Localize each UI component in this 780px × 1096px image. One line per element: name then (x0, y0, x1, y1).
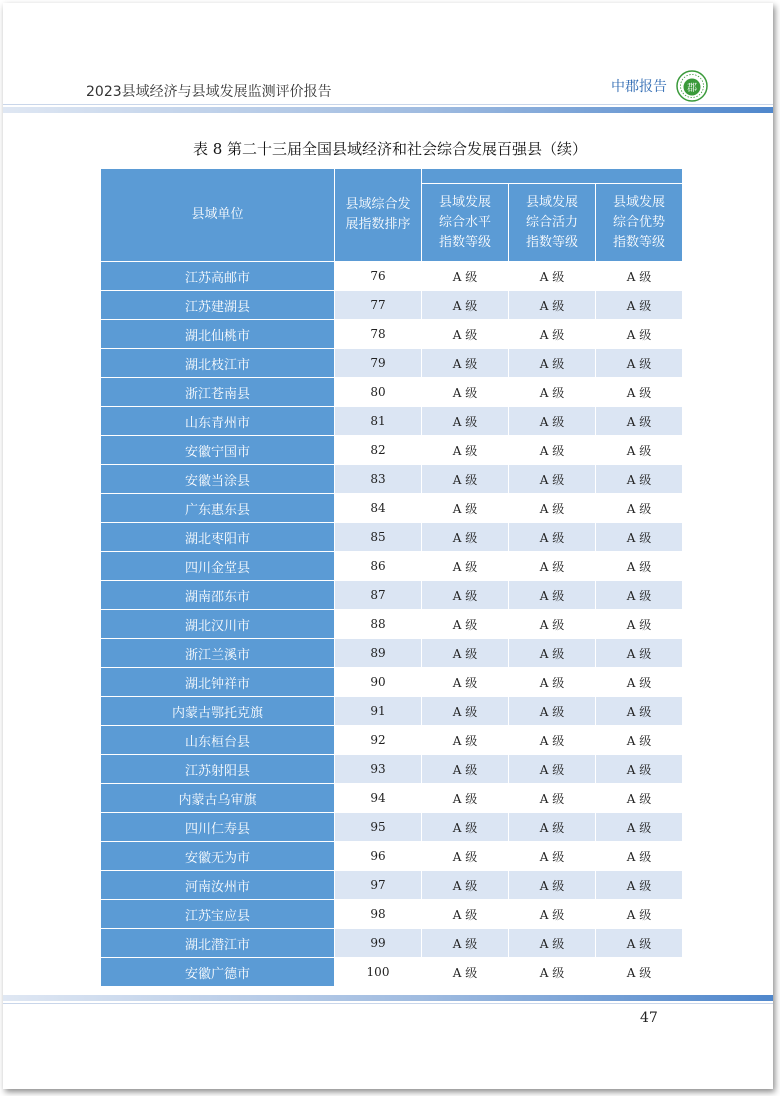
header-rule (3, 104, 773, 105)
rank-cell: 100 (335, 958, 422, 987)
advantage-cell: A 级 (596, 929, 683, 958)
rank-cell: 81 (335, 407, 422, 436)
vitality-cell: A 级 (509, 668, 596, 697)
rank-cell: 90 (335, 668, 422, 697)
vitality-cell: A 级 (509, 291, 596, 320)
report-title: 2023县域经济与县域发展监测评价报告 (86, 84, 332, 100)
col-header-rank-text: 县域综合发展指数排序 (345, 197, 411, 232)
advantage-cell: A 级 (596, 349, 683, 378)
vitality-cell: A 级 (509, 465, 596, 494)
county-cell: 湖北仙桃市 (101, 320, 335, 349)
vitality-cell: A 级 (509, 320, 596, 349)
level-cell: A 级 (422, 871, 509, 900)
table-row (101, 523, 683, 552)
level-cell: A 级 (422, 320, 509, 349)
level-cell: A 级 (422, 436, 509, 465)
col-header-advantage (596, 184, 683, 262)
vitality-cell: A 级 (509, 494, 596, 523)
advantage-cell: A 级 (596, 407, 683, 436)
col-header-rank (335, 169, 422, 262)
logo-glyph: 郡 (687, 83, 697, 94)
county-cell: 湖北汉川市 (101, 610, 335, 639)
rank-cell: 79 (335, 349, 422, 378)
vitality-cell: A 级 (509, 581, 596, 610)
col-header-level (422, 184, 509, 262)
county-cell: 浙江苍南县 (101, 378, 335, 407)
rank-cell: 87 (335, 581, 422, 610)
col-header-vitality (509, 184, 596, 262)
vitality-cell: A 级 (509, 842, 596, 871)
county-cell: 江苏宝应县 (101, 900, 335, 929)
vitality-cell: A 级 (509, 755, 596, 784)
county-cell: 江苏高邮市 (101, 262, 335, 291)
level-cell: A 级 (422, 494, 509, 523)
table-row (101, 929, 683, 958)
rank-cell: 82 (335, 436, 422, 465)
col-header-county: 县域单位 (101, 169, 335, 262)
county-cell: 安徽宁国市 (101, 436, 335, 465)
vitality-cell: A 级 (509, 262, 596, 291)
col-header-vitality-text: 县域发展综合活力指数等级 (525, 194, 578, 250)
advantage-cell: A 级 (596, 813, 683, 842)
level-cell: A 级 (422, 958, 509, 987)
advantage-cell: A 级 (596, 378, 683, 407)
county-cell: 安徽当涂县 (101, 465, 335, 494)
table-row (101, 581, 683, 610)
table-row (101, 436, 683, 465)
advantage-cell: A 级 (596, 755, 683, 784)
advantage-cell: A 级 (596, 639, 683, 668)
advantage-cell: A 级 (596, 871, 683, 900)
col-header-group (422, 169, 683, 184)
advantage-cell: A 级 (596, 784, 683, 813)
ranking-table (100, 168, 683, 987)
county-cell: 江苏射阳县 (101, 755, 335, 784)
table-row (101, 958, 683, 987)
level-cell: A 级 (422, 349, 509, 378)
level-cell: A 级 (422, 929, 509, 958)
footer-divider (3, 995, 773, 1001)
advantage-cell: A 级 (596, 436, 683, 465)
col-header-advantage-text: 县域发展综合优势指数等级 (612, 194, 665, 250)
advantage-cell: A 级 (596, 465, 683, 494)
rank-cell: 91 (335, 697, 422, 726)
vitality-cell: A 级 (509, 639, 596, 668)
vitality-cell: A 级 (509, 958, 596, 987)
level-cell: A 级 (422, 697, 509, 726)
brand-logo-icon (676, 70, 708, 102)
county-cell: 山东桓台县 (101, 726, 335, 755)
level-cell: A 级 (422, 407, 509, 436)
level-cell: A 级 (422, 465, 509, 494)
vitality-cell: A 级 (509, 610, 596, 639)
table-row (101, 552, 683, 581)
table-row (101, 784, 683, 813)
table-row (101, 320, 683, 349)
level-cell: A 级 (422, 262, 509, 291)
vitality-cell: A 级 (509, 378, 596, 407)
rank-cell: 93 (335, 755, 422, 784)
table-row (101, 755, 683, 784)
table-row (101, 842, 683, 871)
rank-cell: 89 (335, 639, 422, 668)
rank-cell: 95 (335, 813, 422, 842)
county-cell: 内蒙古乌审旗 (101, 784, 335, 813)
table-row (101, 813, 683, 842)
table-row (101, 668, 683, 697)
level-cell: A 级 (422, 552, 509, 581)
rank-cell: 80 (335, 378, 422, 407)
vitality-cell: A 级 (509, 813, 596, 842)
rank-cell: 76 (335, 262, 422, 291)
table-title: 表 8 第二十三届全国县域经济和社会综合发展百强县（续） (192, 140, 588, 158)
table-row (101, 291, 683, 320)
rank-cell: 86 (335, 552, 422, 581)
level-cell: A 级 (422, 581, 509, 610)
col-header-level-text: 县域发展综合水平指数等级 (438, 194, 491, 250)
table-row (101, 726, 683, 755)
rank-cell: 92 (335, 726, 422, 755)
county-cell: 湖北枝江市 (101, 349, 335, 378)
level-cell: A 级 (422, 639, 509, 668)
header-divider (3, 107, 773, 113)
table-row (101, 697, 683, 726)
table-row (101, 900, 683, 929)
level-cell: A 级 (422, 610, 509, 639)
advantage-cell: A 级 (596, 320, 683, 349)
advantage-cell: A 级 (596, 262, 683, 291)
level-cell: A 级 (422, 813, 509, 842)
vitality-cell: A 级 (509, 697, 596, 726)
advantage-cell: A 级 (596, 552, 683, 581)
vitality-cell: A 级 (509, 784, 596, 813)
table-row (101, 494, 683, 523)
page-number: 47 (640, 1010, 658, 1026)
vitality-cell: A 级 (509, 552, 596, 581)
vitality-cell: A 级 (509, 900, 596, 929)
advantage-cell: A 级 (596, 900, 683, 929)
table-row (101, 639, 683, 668)
county-cell: 湖南邵东市 (101, 581, 335, 610)
rank-cell: 83 (335, 465, 422, 494)
level-cell: A 级 (422, 378, 509, 407)
vitality-cell: A 级 (509, 436, 596, 465)
table-body (101, 262, 683, 987)
table-row (101, 407, 683, 436)
advantage-cell: A 级 (596, 494, 683, 523)
table-row (101, 871, 683, 900)
county-cell: 湖北枣阳市 (101, 523, 335, 552)
rank-cell: 97 (335, 871, 422, 900)
county-cell: 广东惠东县 (101, 494, 335, 523)
table-row (101, 349, 683, 378)
county-cell: 山东青州市 (101, 407, 335, 436)
footer-rule (3, 1003, 773, 1004)
rank-cell: 77 (335, 291, 422, 320)
advantage-cell: A 级 (596, 581, 683, 610)
county-cell: 内蒙古鄂托克旗 (101, 697, 335, 726)
level-cell: A 级 (422, 900, 509, 929)
advantage-cell: A 级 (596, 697, 683, 726)
rank-cell: 78 (335, 320, 422, 349)
advantage-cell: A 级 (596, 523, 683, 552)
advantage-cell: A 级 (596, 726, 683, 755)
table-row (101, 378, 683, 407)
rank-cell: 85 (335, 523, 422, 552)
table-row (101, 262, 683, 291)
county-cell: 湖北钟祥市 (101, 668, 335, 697)
county-cell: 安徽无为市 (101, 842, 335, 871)
rank-cell: 98 (335, 900, 422, 929)
vitality-cell: A 级 (509, 871, 596, 900)
rank-cell: 84 (335, 494, 422, 523)
vitality-cell: A 级 (509, 726, 596, 755)
county-cell: 四川仁寿县 (101, 813, 335, 842)
brand-name: 中郡报告 (611, 79, 667, 95)
level-cell: A 级 (422, 726, 509, 755)
advantage-cell: A 级 (596, 668, 683, 697)
county-cell: 河南汝州市 (101, 871, 335, 900)
advantage-cell: A 级 (596, 291, 683, 320)
table-row (101, 610, 683, 639)
table-row (101, 465, 683, 494)
advantage-cell: A 级 (596, 610, 683, 639)
advantage-cell: A 级 (596, 958, 683, 987)
rank-cell: 99 (335, 929, 422, 958)
vitality-cell: A 级 (509, 523, 596, 552)
level-cell: A 级 (422, 523, 509, 552)
level-cell: A 级 (422, 755, 509, 784)
rank-cell: 94 (335, 784, 422, 813)
county-cell: 浙江兰溪市 (101, 639, 335, 668)
county-cell: 湖北潜江市 (101, 929, 335, 958)
level-cell: A 级 (422, 842, 509, 871)
level-cell: A 级 (422, 291, 509, 320)
vitality-cell: A 级 (509, 407, 596, 436)
county-cell: 四川金堂县 (101, 552, 335, 581)
rank-cell: 96 (335, 842, 422, 871)
county-cell: 江苏建湖县 (101, 291, 335, 320)
advantage-cell: A 级 (596, 842, 683, 871)
level-cell: A 级 (422, 784, 509, 813)
vitality-cell: A 级 (509, 929, 596, 958)
rank-cell: 88 (335, 610, 422, 639)
level-cell: A 级 (422, 668, 509, 697)
vitality-cell: A 级 (509, 349, 596, 378)
county-cell: 安徽广德市 (101, 958, 335, 987)
